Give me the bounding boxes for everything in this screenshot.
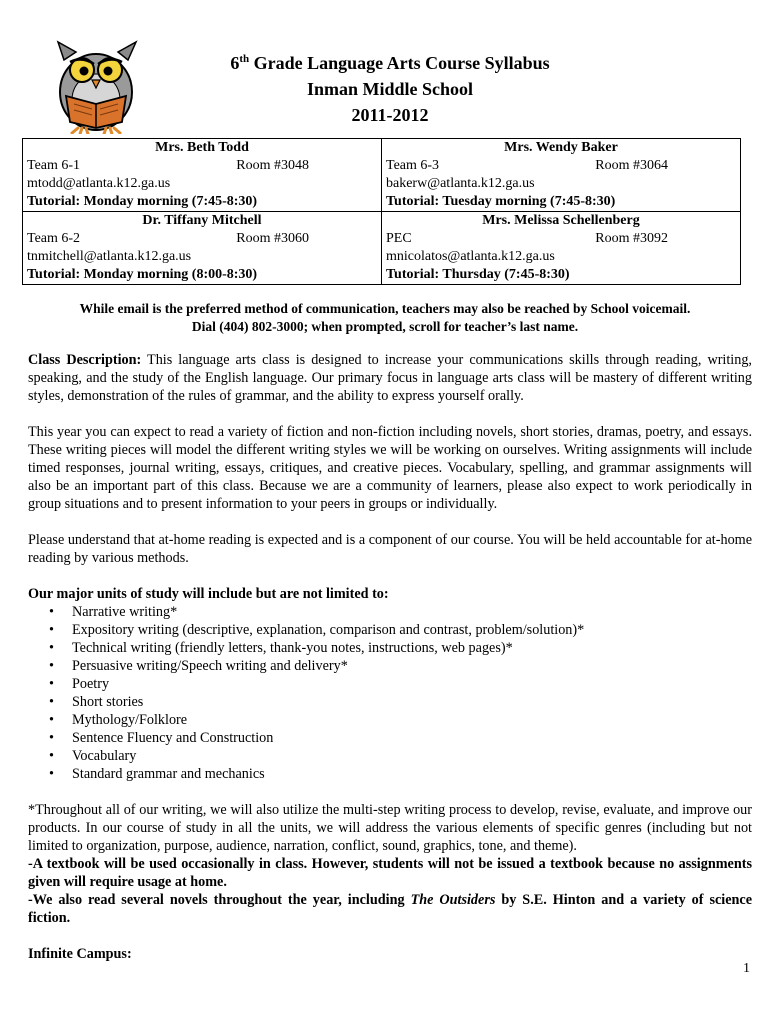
room-label: Room #3064: [595, 158, 668, 173]
list-item: • Narrative writing*: [49, 604, 178, 620]
teacher-email[interactable]: mnicolatos@atlanta.k12.ga.us: [386, 249, 555, 264]
contact-notice: [0, 300, 770, 336]
list-item: • Sentence Fluency and Construction: [49, 730, 274, 746]
teacher-name: Dr. Tiffany Mitchell: [142, 213, 262, 228]
tutorial-time: Tutorial: Tuesday morning (7:45-8:30): [386, 194, 616, 209]
expectations-paragraph: This year you can expect to read a variety of fiction and non-fiction including novels, short stories, dramas, poetry, and essays. These writing pieces will model the different writing styles we will be working on ourselves. Writing assignments will include timed responses, journal writing, essays, critiques, and creative pieces. Vocabulary, spelling, and grammar assignments will also be an important part of this class. Because we are a community of learners, please also expect to work periodically in group situations and to present information to your peers in groups or individually.: [28, 424, 752, 512]
teacher-name: Mrs. Melissa Schellenberg: [482, 213, 640, 228]
reading-paragraph: Please understand that at-home reading is expected and is a component of our course. You will be held accountable for at-home reading by various methods.: [28, 532, 752, 566]
teacher-cell: [23, 139, 382, 212]
tutorial-time: Tutorial: Monday morning (8:00-8:30): [27, 267, 258, 282]
team-label: Team 6-1: [27, 158, 81, 173]
list-item: • Persuasive writing/Speech writing and delivery*: [49, 658, 348, 674]
tutorial-time: Tutorial: Thursday (7:45-8:30): [386, 267, 570, 282]
page-title: 6th Grade Language Arts Course Syllabus: [230, 53, 550, 73]
team-label: Team 6-3: [386, 158, 440, 173]
list-item: • Short stories: [49, 694, 144, 710]
textbook-note: -A textbook will be used occasionally in class. However, students will not be issued a textbook because no assignments given will require usage at home.: [28, 856, 752, 890]
list-item: • Standard grammar and mechanics: [49, 766, 265, 782]
school-year: 2011-2012: [351, 105, 429, 125]
list-item: • Poetry: [49, 676, 110, 692]
room-label: Room #3060: [236, 231, 309, 246]
teacher-name: Mrs. Wendy Baker: [504, 140, 618, 155]
syllabus-title-block: [0, 50, 770, 128]
teacher-cell: [382, 139, 741, 212]
bullet: •: [49, 712, 54, 728]
team-label: PEC: [386, 231, 412, 246]
bullet: •: [49, 748, 54, 764]
class-description: [28, 351, 752, 405]
infinite-campus-heading: Infinite Campus:: [28, 946, 132, 962]
novels-note: -We also read several novels throughout the year, including The Outsiders by S.E. Hinton and a variety of science fiction.: [28, 892, 753, 926]
book-title: The Outsiders: [410, 892, 496, 908]
page-number: 1: [743, 961, 750, 976]
writing-process-footnote: *Throughout all of our writing, we will also utilize the multi-step writing process to develop, revise, evaluate, and improve our products. In our course of study in all the units, we will address the various elements of specific genres (including but not limited to organization, purpose, audience, narration, conflict, sound, graphics, tone, and theme).: [28, 802, 752, 854]
list-item: • Vocabulary: [49, 748, 137, 764]
teacher-email[interactable]: mtodd@atlanta.k12.ga.us: [27, 176, 171, 191]
bullet: •: [49, 766, 54, 782]
school-name: Inman Middle School: [306, 79, 474, 99]
units-list: [28, 603, 752, 783]
list-item: • Expository writing (descriptive, explanation, comparison and contrast, problem/solution)*: [49, 622, 585, 638]
syllabus-body: [28, 351, 752, 963]
class-description-text: This language arts class is designed to increase your communications skills through reading, writing, speaking, and the study of the English language. Our primary focus in language arts class will be mastery of different writing styles, demonstration of the rules of grammar, and the ability to express yourself orally.: [28, 352, 752, 404]
teacher-cell: [382, 212, 741, 285]
teacher-cell: [23, 212, 382, 285]
teacher-email[interactable]: bakerw@atlanta.k12.ga.us: [386, 176, 535, 191]
notice-line: Dial (404) 802-3000; when prompted, scroll for teacher’s last name.: [191, 319, 579, 334]
list-item: • Technical writing (friendly letters, thank-you notes, instructions, web pages)*: [49, 640, 513, 656]
bullet: •: [49, 694, 54, 710]
bullet: •: [49, 730, 54, 746]
bullet: •: [49, 604, 54, 620]
room-label: Room #3092: [595, 231, 668, 246]
teacher-contact-table: [22, 138, 741, 285]
tutorial-time: Tutorial: Monday morning (7:45-8:30): [27, 194, 258, 209]
team-label: Team 6-2: [27, 231, 81, 246]
bullet: •: [49, 640, 54, 656]
bullet: •: [49, 676, 54, 692]
bullet: •: [49, 622, 54, 638]
list-item: • Mythology/Folklore: [49, 712, 188, 728]
bullet: •: [49, 658, 54, 674]
notice-line: While email is the preferred method of communication, teachers may also be reached by School voicemail.: [79, 301, 691, 316]
units-heading: Our major units of study will include but are not limited to:: [28, 586, 389, 602]
room-label: Room #3048: [236, 158, 309, 173]
class-description-label: Class Description:: [28, 352, 142, 368]
teacher-email[interactable]: tnmitchell@atlanta.k12.ga.us: [27, 249, 192, 264]
teacher-name: Mrs. Beth Todd: [155, 140, 249, 155]
